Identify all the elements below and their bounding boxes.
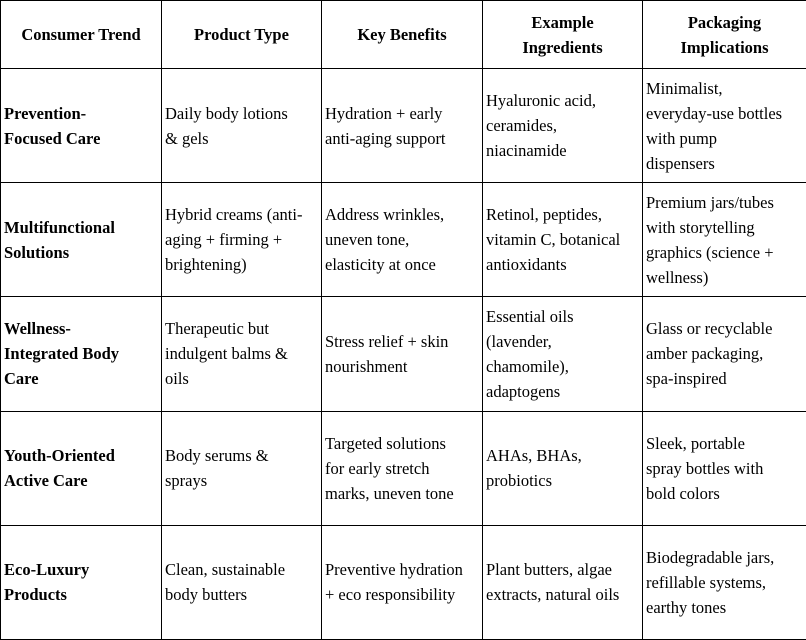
cell-example-ingredients: Retinol, peptides, vitamin C, botanical antioxidants	[483, 183, 643, 297]
cell-key-benefits: Address wrinkles, uneven tone, elasticity at once	[322, 183, 483, 297]
cell-consumer-trend: Wellness- Integrated Body Care	[1, 297, 162, 411]
cell-product-type: Daily body lotions & gels	[162, 69, 322, 183]
cell-consumer-trend: Prevention- Focused Care	[1, 69, 162, 183]
table-row	[1, 411, 806, 525]
cell-key-benefits: Hydration + early anti-aging support	[322, 69, 483, 183]
header-key-benefits: Key Benefits	[322, 1, 483, 69]
cell-example-ingredients: Hyaluronic acid, ceramides, niacinamide	[483, 69, 643, 183]
table-row	[1, 525, 806, 639]
cell-packaging-implications: Glass or recyclable amber packaging, spa-inspired	[643, 297, 806, 411]
cell-packaging-implications: Minimalist, everyday-use bottles with pump dispensers	[643, 69, 806, 183]
cell-product-type: Clean, sustainable body butters	[162, 525, 322, 639]
cell-product-type: Hybrid creams (anti- aging + firming + brightening)	[162, 183, 322, 297]
header-example-ingredients: Example Ingredients	[483, 1, 643, 69]
cell-consumer-trend: Eco-Luxury Products	[1, 525, 162, 639]
cell-example-ingredients: AHAs, BHAs, probiotics	[483, 411, 643, 525]
cell-packaging-implications: Biodegradable jars, refillable systems, earthy tones	[643, 525, 806, 639]
header-packaging-implications: Packaging Implications	[643, 1, 806, 69]
cell-packaging-implications: Premium jars/tubes with storytelling graphics (science + wellness)	[643, 183, 806, 297]
cell-product-type: Body serums & sprays	[162, 411, 322, 525]
cell-key-benefits: Targeted solutions for early stretch marks, uneven tone	[322, 411, 483, 525]
cell-example-ingredients: Plant butters, algae extracts, natural oils	[483, 525, 643, 639]
table-row	[1, 297, 806, 411]
table-row	[1, 183, 806, 297]
cell-key-benefits: Preventive hydration + eco responsibility	[322, 525, 483, 639]
table-body	[1, 69, 806, 640]
cell-consumer-trend: Multifunctional Solutions	[1, 183, 162, 297]
header-product-type: Product Type	[162, 1, 322, 69]
cell-consumer-trend: Youth-Oriented Active Care	[1, 411, 162, 525]
cell-packaging-implications: Sleek, portable spray bottles with bold colors	[643, 411, 806, 525]
header-consumer-trend: Consumer Trend	[1, 1, 162, 69]
cell-key-benefits: Stress relief + skin nourishment	[322, 297, 483, 411]
cell-example-ingredients: Essential oils (lavender, chamomile), adaptogens	[483, 297, 643, 411]
table-row	[1, 69, 806, 183]
table-header	[1, 1, 806, 69]
cell-product-type: Therapeutic but indulgent balms & oils	[162, 297, 322, 411]
header-row	[1, 1, 806, 69]
